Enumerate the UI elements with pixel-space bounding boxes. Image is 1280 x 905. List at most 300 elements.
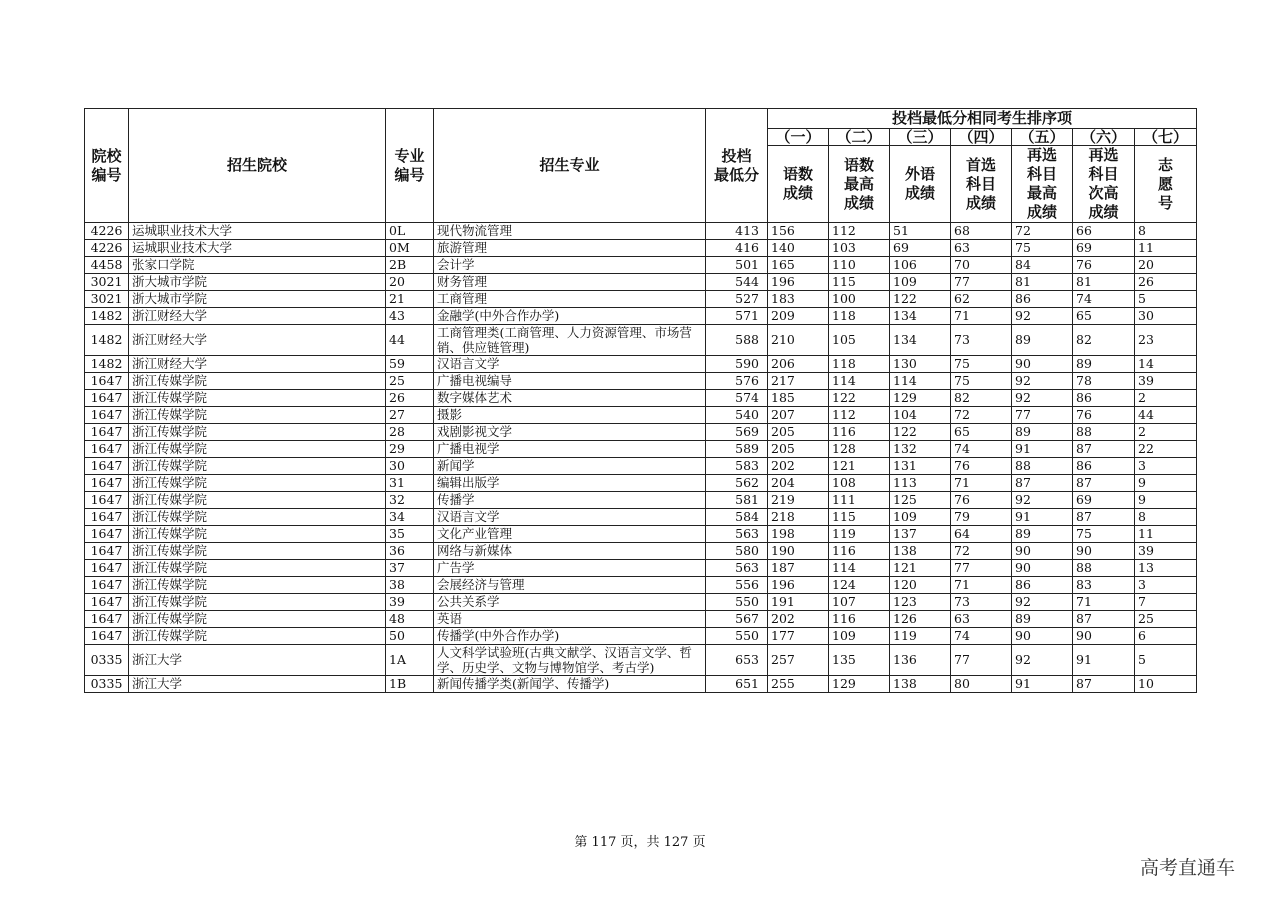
cell-rank-1: 205 <box>768 424 829 441</box>
cell-rank-6: 87 <box>1073 676 1135 693</box>
cell-rank-7: 6 <box>1135 628 1197 645</box>
table-row <box>85 325 1197 356</box>
cell-rank-5: 87 <box>1012 475 1073 492</box>
cell-rank-3: 138 <box>890 543 951 560</box>
cell-rank-3: 121 <box>890 560 951 577</box>
cell-min-score: 574 <box>706 390 768 407</box>
page-number: 第 117 页，共 127 页 <box>574 835 706 850</box>
cell-rank-5: 84 <box>1012 257 1073 274</box>
cell-min-score: 416 <box>706 240 768 257</box>
cell-school-name: 运城职业技术大学 <box>129 223 386 240</box>
cell-rank-5: 90 <box>1012 560 1073 577</box>
cell-major-code: 26 <box>386 390 434 407</box>
cell-major-name: 广播电视编导 <box>434 373 706 390</box>
cell-rank-6: 90 <box>1073 628 1135 645</box>
cell-major-code: 21 <box>386 291 434 308</box>
cell-major-name: 新闻传播学类(新闻学、传播学) <box>434 676 706 693</box>
cell-min-score: 569 <box>706 424 768 441</box>
cell-min-score: 567 <box>706 611 768 628</box>
cell-rank-1: 205 <box>768 441 829 458</box>
cell-rank-3: 122 <box>890 424 951 441</box>
table-row <box>85 390 1197 407</box>
cell-major-name: 人文科学试验班(古典文献学、汉语言文学、哲学、历史学、文物与博物馆学、考古学) <box>434 645 706 676</box>
cell-rank-2: 129 <box>829 676 890 693</box>
cell-rank-4: 73 <box>951 325 1012 356</box>
cell-major-name: 会展经济与管理 <box>434 577 706 594</box>
cell-major-name: 传播学(中外合作办学) <box>434 628 706 645</box>
cell-school-name: 浙大城市学院 <box>129 291 386 308</box>
cell-rank-5: 90 <box>1012 356 1073 373</box>
cell-rank-6: 87 <box>1073 475 1135 492</box>
cell-major-code: 37 <box>386 560 434 577</box>
cell-major-name: 公共关系学 <box>434 594 706 611</box>
cell-school-code: 1647 <box>85 577 129 594</box>
header-rank-label: 再选 科目 最高 成绩 <box>1012 146 1073 223</box>
cell-rank-6: 78 <box>1073 373 1135 390</box>
cell-rank-4: 72 <box>951 407 1012 424</box>
cell-major-code: 25 <box>386 373 434 390</box>
cell-school-code: 1647 <box>85 543 129 560</box>
cell-rank-2: 107 <box>829 594 890 611</box>
cell-rank-7: 7 <box>1135 594 1197 611</box>
cell-rank-6: 89 <box>1073 356 1135 373</box>
cell-school-code: 3021 <box>85 274 129 291</box>
cell-rank-2: 105 <box>829 325 890 356</box>
cell-rank-5: 86 <box>1012 291 1073 308</box>
cell-min-score: 501 <box>706 257 768 274</box>
header-rank-label: 志 愿 号 <box>1135 146 1197 223</box>
table-header <box>85 109 1197 223</box>
cell-rank-1: 165 <box>768 257 829 274</box>
table-row <box>85 543 1197 560</box>
cell-rank-2: 112 <box>829 407 890 424</box>
cell-min-score: 576 <box>706 373 768 390</box>
cell-school-name: 浙江传媒学院 <box>129 492 386 509</box>
header-school-name: 招生院校 <box>129 109 386 223</box>
cell-rank-6: 74 <box>1073 291 1135 308</box>
table-row <box>85 645 1197 676</box>
cell-rank-1: 140 <box>768 240 829 257</box>
cell-rank-4: 74 <box>951 441 1012 458</box>
admission-table-container <box>84 108 1196 693</box>
cell-min-score: 563 <box>706 526 768 543</box>
cell-major-name: 财务管理 <box>434 274 706 291</box>
cell-rank-5: 89 <box>1012 526 1073 543</box>
cell-rank-3: 122 <box>890 291 951 308</box>
cell-rank-6: 69 <box>1073 492 1135 509</box>
cell-rank-4: 68 <box>951 223 1012 240</box>
cell-school-name: 浙江传媒学院 <box>129 373 386 390</box>
cell-school-name: 浙江传媒学院 <box>129 475 386 492</box>
cell-rank-5: 92 <box>1012 594 1073 611</box>
cell-rank-3: 51 <box>890 223 951 240</box>
cell-rank-4: 75 <box>951 373 1012 390</box>
cell-rank-6: 91 <box>1073 645 1135 676</box>
cell-school-name: 浙江大学 <box>129 676 386 693</box>
cell-rank-4: 71 <box>951 577 1012 594</box>
cell-major-code: 28 <box>386 424 434 441</box>
cell-rank-3: 132 <box>890 441 951 458</box>
cell-rank-7: 23 <box>1135 325 1197 356</box>
cell-rank-3: 109 <box>890 274 951 291</box>
cell-rank-6: 90 <box>1073 543 1135 560</box>
cell-rank-4: 74 <box>951 628 1012 645</box>
cell-rank-5: 90 <box>1012 543 1073 560</box>
header-rank-index: （七） <box>1135 129 1197 146</box>
header-rank-index: （三） <box>890 129 951 146</box>
cell-rank-2: 114 <box>829 560 890 577</box>
cell-rank-7: 39 <box>1135 543 1197 560</box>
cell-school-name: 浙江财经大学 <box>129 308 386 325</box>
header-rank-index: （六） <box>1073 129 1135 146</box>
cell-school-code: 1647 <box>85 509 129 526</box>
cell-rank-1: 202 <box>768 458 829 475</box>
cell-school-code: 1647 <box>85 373 129 390</box>
header-rank-index: （五） <box>1012 129 1073 146</box>
cell-major-code: 43 <box>386 308 434 325</box>
cell-rank-6: 88 <box>1073 424 1135 441</box>
cell-min-score: 540 <box>706 407 768 424</box>
cell-rank-3: 134 <box>890 308 951 325</box>
cell-rank-2: 116 <box>829 424 890 441</box>
cell-major-code: 59 <box>386 356 434 373</box>
header-rank-label: 再选 科目 次高 成绩 <box>1073 146 1135 223</box>
cell-school-name: 浙江传媒学院 <box>129 390 386 407</box>
cell-school-code: 0335 <box>85 645 129 676</box>
cell-rank-1: 187 <box>768 560 829 577</box>
cell-rank-4: 63 <box>951 240 1012 257</box>
cell-rank-1: 206 <box>768 356 829 373</box>
cell-rank-2: 108 <box>829 475 890 492</box>
cell-rank-2: 103 <box>829 240 890 257</box>
table-row <box>85 257 1197 274</box>
cell-rank-4: 76 <box>951 492 1012 509</box>
cell-major-name: 金融学(中外合作办学) <box>434 308 706 325</box>
table-row <box>85 577 1197 594</box>
cell-rank-7: 14 <box>1135 356 1197 373</box>
cell-min-score: 581 <box>706 492 768 509</box>
cell-major-name: 英语 <box>434 611 706 628</box>
cell-school-name: 浙江传媒学院 <box>129 611 386 628</box>
cell-school-name: 浙江传媒学院 <box>129 441 386 458</box>
cell-rank-7: 9 <box>1135 475 1197 492</box>
cell-major-code: 38 <box>386 577 434 594</box>
cell-rank-3: 120 <box>890 577 951 594</box>
cell-school-code: 1647 <box>85 441 129 458</box>
cell-rank-7: 8 <box>1135 223 1197 240</box>
table-row <box>85 492 1197 509</box>
cell-rank-4: 72 <box>951 543 1012 560</box>
cell-major-code: 27 <box>386 407 434 424</box>
cell-school-code: 4226 <box>85 240 129 257</box>
cell-rank-6: 81 <box>1073 274 1135 291</box>
cell-rank-1: 198 <box>768 526 829 543</box>
table-row <box>85 560 1197 577</box>
cell-school-code: 1482 <box>85 325 129 356</box>
cell-school-name: 浙江传媒学院 <box>129 543 386 560</box>
cell-major-code: 0M <box>386 240 434 257</box>
cell-rank-2: 118 <box>829 356 890 373</box>
cell-major-code: 48 <box>386 611 434 628</box>
cell-rank-7: 5 <box>1135 645 1197 676</box>
cell-rank-1: 219 <box>768 492 829 509</box>
cell-major-code: 32 <box>386 492 434 509</box>
cell-school-name: 浙江传媒学院 <box>129 594 386 611</box>
cell-rank-6: 86 <box>1073 390 1135 407</box>
cell-school-name: 浙江财经大学 <box>129 356 386 373</box>
table-row <box>85 373 1197 390</box>
cell-rank-4: 65 <box>951 424 1012 441</box>
table-row <box>85 308 1197 325</box>
cell-rank-3: 109 <box>890 509 951 526</box>
cell-rank-2: 119 <box>829 526 890 543</box>
cell-rank-2: 115 <box>829 274 890 291</box>
cell-major-name: 数字媒体艺术 <box>434 390 706 407</box>
cell-rank-5: 89 <box>1012 424 1073 441</box>
cell-rank-5: 89 <box>1012 611 1073 628</box>
cell-min-score: 589 <box>706 441 768 458</box>
cell-major-code: 20 <box>386 274 434 291</box>
cell-major-code: 35 <box>386 526 434 543</box>
cell-rank-1: 196 <box>768 577 829 594</box>
cell-major-name: 编辑出版学 <box>434 475 706 492</box>
cell-school-name: 浙江财经大学 <box>129 325 386 356</box>
cell-rank-7: 11 <box>1135 526 1197 543</box>
cell-major-name: 会计学 <box>434 257 706 274</box>
cell-rank-1: 210 <box>768 325 829 356</box>
table-row <box>85 223 1197 240</box>
cell-school-code: 1647 <box>85 458 129 475</box>
cell-school-name: 浙江传媒学院 <box>129 458 386 475</box>
cell-min-score: 590 <box>706 356 768 373</box>
cell-school-name: 浙江传媒学院 <box>129 424 386 441</box>
cell-rank-4: 75 <box>951 356 1012 373</box>
cell-school-code: 1647 <box>85 492 129 509</box>
table-row <box>85 458 1197 475</box>
cell-rank-4: 71 <box>951 308 1012 325</box>
cell-major-code: 30 <box>386 458 434 475</box>
cell-rank-2: 122 <box>829 390 890 407</box>
cell-rank-3: 138 <box>890 676 951 693</box>
cell-min-score: 651 <box>706 676 768 693</box>
cell-rank-7: 8 <box>1135 509 1197 526</box>
cell-min-score: 563 <box>706 560 768 577</box>
cell-rank-2: 135 <box>829 645 890 676</box>
header-rank-label: 语数 最高 成绩 <box>829 146 890 223</box>
cell-rank-4: 71 <box>951 475 1012 492</box>
cell-rank-6: 82 <box>1073 325 1135 356</box>
cell-major-name: 传播学 <box>434 492 706 509</box>
cell-min-score: 556 <box>706 577 768 594</box>
cell-rank-2: 124 <box>829 577 890 594</box>
cell-rank-7: 39 <box>1135 373 1197 390</box>
cell-rank-2: 115 <box>829 509 890 526</box>
cell-major-code: 1A <box>386 645 434 676</box>
table-row <box>85 424 1197 441</box>
cell-rank-2: 121 <box>829 458 890 475</box>
cell-rank-1: 196 <box>768 274 829 291</box>
cell-rank-5: 91 <box>1012 676 1073 693</box>
cell-major-code: 0L <box>386 223 434 240</box>
cell-rank-3: 126 <box>890 611 951 628</box>
cell-rank-7: 26 <box>1135 274 1197 291</box>
cell-min-score: 550 <box>706 628 768 645</box>
cell-rank-3: 123 <box>890 594 951 611</box>
cell-major-name: 摄影 <box>434 407 706 424</box>
cell-rank-3: 131 <box>890 458 951 475</box>
cell-rank-5: 90 <box>1012 628 1073 645</box>
cell-rank-4: 63 <box>951 611 1012 628</box>
cell-rank-5: 75 <box>1012 240 1073 257</box>
cell-rank-7: 25 <box>1135 611 1197 628</box>
cell-school-code: 1647 <box>85 611 129 628</box>
cell-rank-2: 110 <box>829 257 890 274</box>
table-row <box>85 526 1197 543</box>
table-row <box>85 628 1197 645</box>
cell-major-code: 36 <box>386 543 434 560</box>
header-rank-label: 语数 成绩 <box>768 146 829 223</box>
cell-rank-7: 11 <box>1135 240 1197 257</box>
cell-rank-7: 10 <box>1135 676 1197 693</box>
cell-rank-3: 106 <box>890 257 951 274</box>
cell-rank-1: 257 <box>768 645 829 676</box>
cell-rank-4: 82 <box>951 390 1012 407</box>
cell-rank-5: 92 <box>1012 373 1073 390</box>
cell-major-code: 50 <box>386 628 434 645</box>
cell-rank-6: 65 <box>1073 308 1135 325</box>
cell-major-name: 汉语言文学 <box>434 356 706 373</box>
cell-rank-4: 62 <box>951 291 1012 308</box>
cell-major-name: 广播电视学 <box>434 441 706 458</box>
cell-school-name: 张家口学院 <box>129 257 386 274</box>
cell-rank-4: 77 <box>951 645 1012 676</box>
cell-major-name: 工商管理类(工商管理、人力资源管理、市场营销、供应链管理) <box>434 325 706 356</box>
cell-rank-6: 87 <box>1073 441 1135 458</box>
cell-rank-1: 202 <box>768 611 829 628</box>
table-row <box>85 274 1197 291</box>
table-row <box>85 594 1197 611</box>
cell-rank-2: 112 <box>829 223 890 240</box>
cell-school-code: 1647 <box>85 424 129 441</box>
cell-major-code: 29 <box>386 441 434 458</box>
cell-school-name: 运城职业技术大学 <box>129 240 386 257</box>
cell-school-code: 1647 <box>85 594 129 611</box>
cell-rank-1: 185 <box>768 390 829 407</box>
cell-rank-7: 9 <box>1135 492 1197 509</box>
table-row <box>85 291 1197 308</box>
cell-rank-2: 116 <box>829 543 890 560</box>
cell-rank-2: 114 <box>829 373 890 390</box>
cell-rank-3: 129 <box>890 390 951 407</box>
cell-rank-5: 77 <box>1012 407 1073 424</box>
cell-rank-2: 109 <box>829 628 890 645</box>
cell-rank-7: 2 <box>1135 390 1197 407</box>
table-row <box>85 356 1197 373</box>
cell-min-score: 562 <box>706 475 768 492</box>
cell-rank-5: 86 <box>1012 577 1073 594</box>
cell-school-code: 1482 <box>85 308 129 325</box>
watermark-logo-text: 高考直通车 <box>1140 857 1236 879</box>
cell-school-code: 1647 <box>85 560 129 577</box>
cell-rank-4: 70 <box>951 257 1012 274</box>
cell-major-name: 旅游管理 <box>434 240 706 257</box>
cell-rank-6: 76 <box>1073 407 1135 424</box>
cell-min-score: 588 <box>706 325 768 356</box>
cell-rank-1: 207 <box>768 407 829 424</box>
header-ranking-group: 投档最低分相同考生排序项 <box>768 109 1197 129</box>
cell-major-name: 工商管理 <box>434 291 706 308</box>
cell-rank-3: 136 <box>890 645 951 676</box>
cell-rank-7: 3 <box>1135 577 1197 594</box>
cell-min-score: 571 <box>706 308 768 325</box>
cell-major-code: 34 <box>386 509 434 526</box>
cell-major-code: 44 <box>386 325 434 356</box>
cell-rank-2: 111 <box>829 492 890 509</box>
cell-major-code: 2B <box>386 257 434 274</box>
cell-rank-5: 89 <box>1012 325 1073 356</box>
cell-school-name: 浙江传媒学院 <box>129 407 386 424</box>
cell-min-score: 413 <box>706 223 768 240</box>
cell-min-score: 584 <box>706 509 768 526</box>
cell-rank-6: 86 <box>1073 458 1135 475</box>
header-rank-index: （二） <box>829 129 890 146</box>
cell-school-name: 浙江传媒学院 <box>129 526 386 543</box>
header-rank-index: （一） <box>768 129 829 146</box>
cell-rank-3: 104 <box>890 407 951 424</box>
table-row <box>85 441 1197 458</box>
cell-rank-5: 92 <box>1012 645 1073 676</box>
cell-rank-3: 119 <box>890 628 951 645</box>
cell-rank-7: 20 <box>1135 257 1197 274</box>
cell-school-name: 浙江传媒学院 <box>129 560 386 577</box>
cell-rank-7: 2 <box>1135 424 1197 441</box>
cell-rank-4: 76 <box>951 458 1012 475</box>
cell-major-name: 网络与新媒体 <box>434 543 706 560</box>
cell-min-score: 550 <box>706 594 768 611</box>
cell-rank-1: 204 <box>768 475 829 492</box>
cell-major-code: 31 <box>386 475 434 492</box>
cell-rank-2: 128 <box>829 441 890 458</box>
cell-school-code: 0335 <box>85 676 129 693</box>
cell-major-code: 39 <box>386 594 434 611</box>
cell-rank-1: 209 <box>768 308 829 325</box>
cell-rank-4: 73 <box>951 594 1012 611</box>
cell-school-code: 4226 <box>85 223 129 240</box>
cell-rank-5: 92 <box>1012 492 1073 509</box>
cell-rank-4: 80 <box>951 676 1012 693</box>
cell-school-name: 浙江传媒学院 <box>129 509 386 526</box>
cell-school-name: 浙江传媒学院 <box>129 628 386 645</box>
table-row <box>85 475 1197 492</box>
cell-rank-3: 114 <box>890 373 951 390</box>
cell-rank-2: 116 <box>829 611 890 628</box>
table-row <box>85 240 1197 257</box>
cell-major-name: 汉语言文学 <box>434 509 706 526</box>
cell-school-code: 3021 <box>85 291 129 308</box>
cell-major-name: 文化产业管理 <box>434 526 706 543</box>
cell-rank-5: 81 <box>1012 274 1073 291</box>
cell-rank-3: 130 <box>890 356 951 373</box>
header-min-score: 投档 最低分 <box>706 109 768 223</box>
cell-school-code: 4458 <box>85 257 129 274</box>
cell-school-code: 1647 <box>85 526 129 543</box>
cell-school-code: 1482 <box>85 356 129 373</box>
cell-rank-3: 137 <box>890 526 951 543</box>
cell-school-code: 1647 <box>85 628 129 645</box>
cell-rank-1: 156 <box>768 223 829 240</box>
cell-rank-1: 191 <box>768 594 829 611</box>
header-major-code: 专业 编号 <box>386 109 434 223</box>
